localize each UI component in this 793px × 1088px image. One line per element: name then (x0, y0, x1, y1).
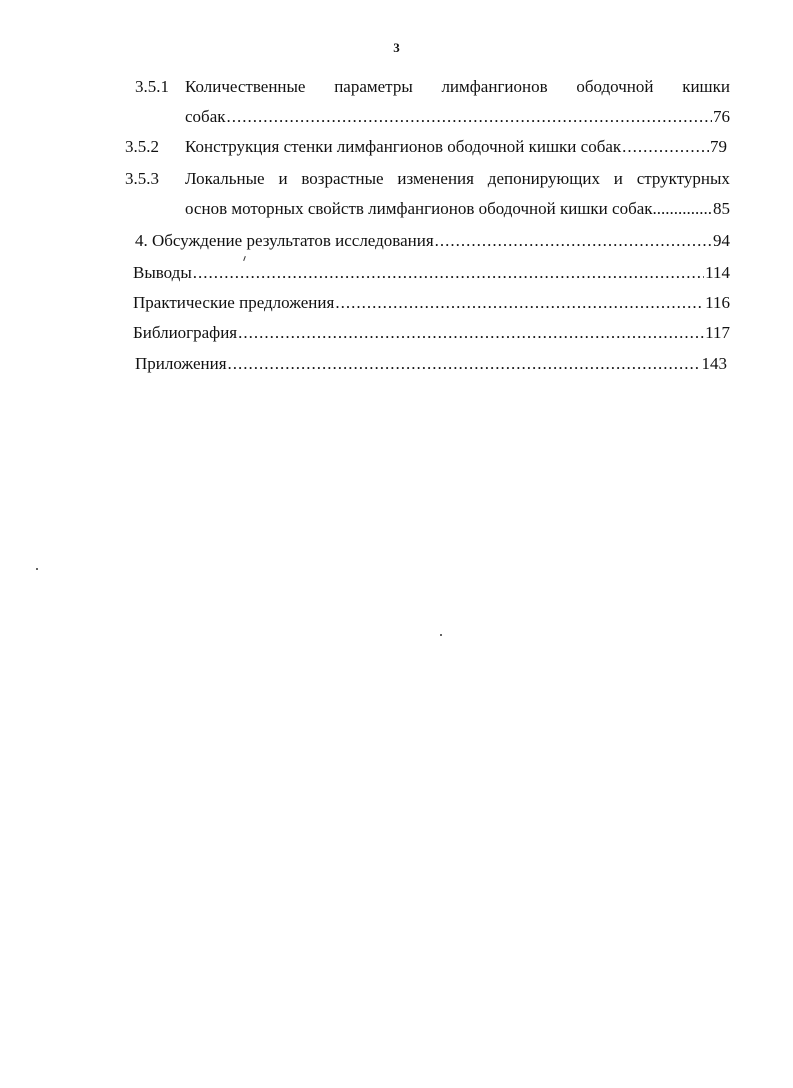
dot-leader (227, 102, 713, 132)
toc-page-ref: 76 (713, 107, 730, 126)
toc-entry-label: Выводы (133, 263, 192, 282)
toc-entry-continuation (185, 194, 730, 224)
scan-speck (36, 568, 38, 570)
toc-page-ref: 117 (705, 323, 730, 342)
toc-word: Количественные (185, 77, 306, 96)
toc-word: структурных (636, 169, 730, 188)
toc-entry-title-line (185, 164, 730, 194)
toc-page-ref: 143 (701, 354, 727, 373)
toc-page-ref: 79 (710, 137, 727, 156)
toc-page-ref: 94 (713, 231, 730, 250)
toc-word: ободочной (576, 77, 654, 96)
dot-leader (653, 194, 713, 224)
dot-leader (238, 318, 704, 348)
toc-word: параметры (334, 77, 413, 96)
toc-page-ref: 116 (705, 293, 730, 312)
page-number: 3 (393, 40, 400, 55)
toc-entry (133, 258, 730, 288)
toc-entry-label: Библиография (133, 323, 238, 342)
toc-word: и (613, 169, 623, 188)
toc-entry-label: Приложения (135, 354, 227, 373)
toc-entry-label: собак (185, 107, 226, 126)
dot-leader (228, 349, 701, 379)
toc-word: депонирующих (487, 169, 600, 188)
toc-entry (133, 318, 730, 348)
toc-page-ref: 114 (705, 263, 730, 282)
toc-word: кишки (682, 77, 730, 96)
toc-entry (185, 132, 727, 162)
toc-entry-label: 4. Обсуждение результатов исследования (135, 231, 434, 250)
toc-entry-label: Практические предложения (133, 293, 335, 312)
toc-word: изменения (397, 169, 474, 188)
toc-page-ref: 85 (713, 199, 730, 218)
dot-leader (622, 132, 709, 162)
toc-word: Локальные (185, 169, 265, 188)
toc-entry (133, 288, 730, 318)
toc-entry (135, 226, 730, 256)
dot-leader (335, 288, 704, 318)
scan-speck (440, 634, 442, 636)
dot-leader (193, 258, 704, 288)
toc-entry-number: 3.5.3 (125, 169, 159, 188)
toc-entry-number: 3.5.2 (125, 137, 159, 156)
toc-entry-label: основ моторных свойств лимфангионов ободочной кишки собак (185, 199, 653, 218)
toc-entry-title-line (185, 72, 730, 102)
toc-word: и (278, 169, 288, 188)
toc-entry-continuation (185, 102, 730, 132)
dot-leader (435, 226, 712, 256)
toc-word: возрастные (301, 169, 384, 188)
toc-entry-label: Конструкция стенки лимфангионов ободочной кишки собак (185, 137, 622, 156)
toc-entry (135, 349, 727, 379)
toc-word: лимфангионов (441, 77, 548, 96)
toc-entry-number: 3.5.1 (135, 77, 169, 96)
